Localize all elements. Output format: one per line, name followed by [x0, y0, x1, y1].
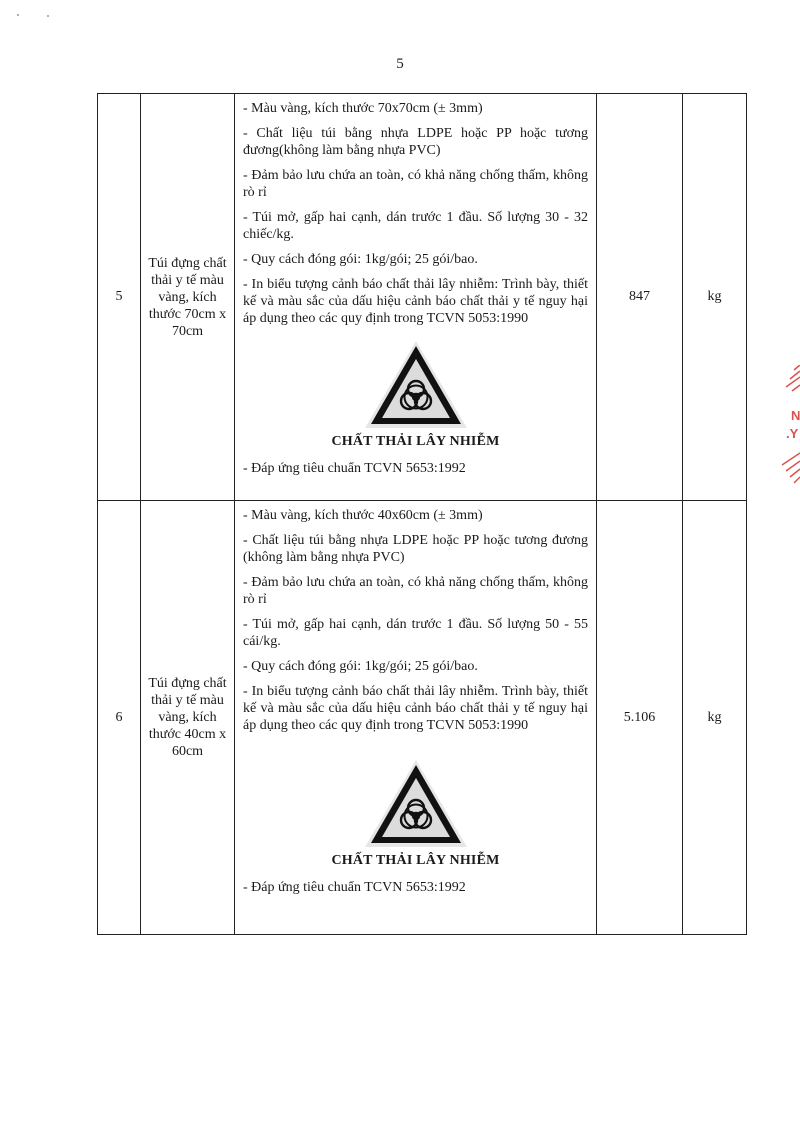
spec-line: - Chất liệu túi bằng nhựa LDPE hoặc PP hoặc tương đương (không làm bằng nhựa PVC) — [243, 533, 588, 565]
page-number: 5 — [396, 56, 404, 72]
specification-table — [97, 93, 747, 935]
scan-speck — [17, 14, 19, 16]
spec-line: - Quy cách đóng gói: 1kg/gói; 25 gói/bao. — [243, 252, 478, 267]
spec-line: - Màu vàng, kích thước 70x70cm (± 3mm) — [243, 101, 483, 116]
quantity: 5.106 — [597, 501, 683, 935]
scan-speck — [47, 15, 49, 17]
quantity: 847 — [597, 94, 683, 501]
spec-line: - Đảm bảo lưu chứa an toàn, có khả năng chống thấm, không rò rỉ — [243, 168, 588, 200]
spec-line: - Túi mở, gấp hai cạnh, dán trước 1 đầu. Số lượng 30 - 32 chiếc/kg. — [243, 210, 588, 242]
row-number: 6 — [98, 501, 141, 935]
spec-line: - In biểu tượng cảnh báo chất thải lây nhiễm: Trình bày, thiết kế và màu sắc của dấu hiệu cảnh báo chất thải y tế nguy hại áp dụng theo các quy định trong TCVN 5053:1990 — [243, 277, 588, 326]
biohazard-warning-icon — [361, 756, 471, 851]
item-name: Túi đựng chất thải y tế màu vàng, kích thước 40cm x 60cm — [141, 501, 235, 935]
spec-line: - Chất liệu túi bằng nhựa LDPE hoặc PP hoặc tương đương(không làm bằng nhựa PVC) — [243, 126, 588, 158]
biohazard-warning-icon — [361, 337, 471, 432]
spec-line: - In biểu tượng cảnh báo chất thải lây nhiễm. Trình bày, thiết kế và màu sắc của dấu hiệu cảnh báo chất thải y tế nguy hại áp dụng theo các quy định trong TCVN 5053:1990 — [243, 684, 588, 733]
biohazard-symbol — [243, 337, 588, 432]
unit: kg — [683, 501, 747, 935]
standard-line: - Đáp ứng tiêu chuẩn TCVN 5653:1992 — [243, 880, 466, 895]
spec-line: - Màu vàng, kích thước 40x60cm (± 3mm) — [243, 508, 483, 523]
item-name: Túi đựng chất thải y tế màu vàng, kích thước 70cm x 70cm — [141, 94, 235, 501]
spec-line: - Túi mở, gấp hai cạnh, dán trước 1 đầu. Số lượng 50 - 55 cái/kg. — [243, 617, 588, 649]
standard-line: - Đáp ứng tiêu chuẩn TCVN 5653:1992 — [243, 461, 466, 476]
row-number: 5 — [98, 94, 141, 501]
warning-label: CHẤT THẢI LÂY NHIỄM — [331, 434, 500, 449]
biohazard-symbol — [243, 756, 588, 851]
svg-text:.Y: .Y — [786, 426, 799, 441]
spec-line: - Đảm bảo lưu chứa an toàn, có khả năng chống thấm, không rò rỉ — [243, 575, 588, 607]
table-row — [98, 94, 747, 501]
svg-text:N: N — [791, 408, 800, 423]
spec-line: - Quy cách đóng gói: 1kg/gói; 25 gói/bao. — [243, 659, 478, 674]
item-specification — [235, 94, 597, 501]
warning-label: CHẤT THẢI LÂY NHIỄM — [331, 853, 500, 868]
item-specification — [235, 501, 597, 935]
unit: kg — [683, 94, 747, 501]
table-row — [98, 501, 747, 935]
red-stamp-fragment — [776, 365, 800, 495]
